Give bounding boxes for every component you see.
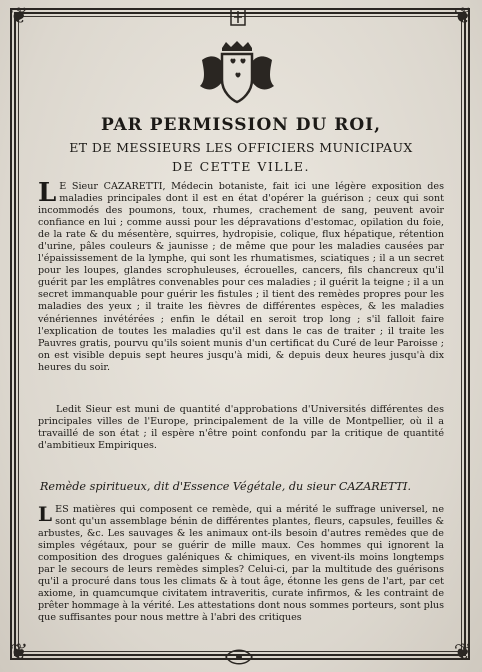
corner-ornament-icon: ❦ [453,640,473,665]
document-title: PAR PERMISSION DU ROI, [100,115,382,135]
remedy-heading: Remède spiritueux, dit d'Essence Végétale, du sieur CAZARETTI. [40,480,412,493]
royal-crest-icon [196,40,278,104]
bottom-ornament-icon [222,646,256,668]
top-ornament-icon [225,6,251,28]
paragraph-text: E Sieur CAZARETTI, Médecin botaniste, fait ici une légère exposition des maladies principales dont il est en état d'opérer la guérison ; ceux qui sont incommodés des poumons, toux, rhumes, crachement de sang, peuvent avoir confiance en lui ; comme aussi pour les dépravations d'estomac, opilation du foie, de la rate & du mésentère, squirres, hydropisie, colique, flux hépatique, rétention d'urine, pâles couleurs & jaunisse ; de même que pour les maladies causées par l'épaississement de la lymphe, qui sont les rhumatismes, sciatiques ; il a un secret pour les loupes, glandes scrophuleuses, écrouelles, cancers, fils chancreux qu'il guérit par les emplâtres convenables pour ces maladies ; il guérit la teigne ; il a un secret immanquable pour guérir les fistules ; il tient des remèdes propres pour les maladies des yeux ; il traite les fièvres de différentes espèces, & les maladies vénériennes invétérées ; enfin le détail en seroit trop long ; s'il falloit faire l'explication de toutes les maladies qu'il est dans le cas de traiter ; il traite les Pauvres gratis, pourvu qu'ils soient munis d'un certificat du Curé de leur Paroisse ; on est visible depuis sept heures jusqu'à midi, & depuis deux heures jusqu'à dix heures du soir. [38,181,444,373]
document-subtitle: ET DE MESSIEURS LES OFFICIERS MUNICIPAUX [69,140,413,155]
paragraph-text: ES matières qui composent ce remède, qui a mérité le suffrage universel, ne sont qu'un assemblage bénin de différentes plantes, fleurs, capsules, feuilles & arbustes, &c. Les sauvages & les animaux ont-ils besoin d'autres remèdes que de simples végétaux, pour se guérir de mille maux. Ces hommes qui ignorent la composition des drogues galéniques & chimiques, en vivent-ils moins longtemps par le secours de leurs remèdes simples? Celui-ci, par la multitude des guérisons qu'il a procuré dans tous les climats & à tout âge, étonne les gens de l'art, par cet axiome, in quamcumque civitatem intraveritis, curate infirmos, & les contraint de prêter hommage à la vérité. Les attestations dont nous sommes porteurs, sont plus que suffisantes pour nous mettre à l'abri des critiques [38,504,444,624]
document-subtitle-city: DE CETTE VILLE. [172,159,310,174]
drop-cap: L [38,178,57,208]
corner-ornament-icon: ❦ [9,4,29,29]
paragraph-diseases [38,178,444,374]
corner-ornament-icon: ❦ [453,4,473,29]
corner-ornament-icon: ❦ [9,640,29,665]
drop-cap: L [38,502,53,526]
paragraph-approbations: Ledit Sieur est muni de quantité d'approbations d'Universités différentes des principales villes de l'Europe, principalement de la ville de Montpellier, où il a travaillé de son état ; il espère n'être point confondu par la critique de quantité d'ambitieux Empiriques. [38,404,444,452]
paragraph-remedy [38,504,444,624]
